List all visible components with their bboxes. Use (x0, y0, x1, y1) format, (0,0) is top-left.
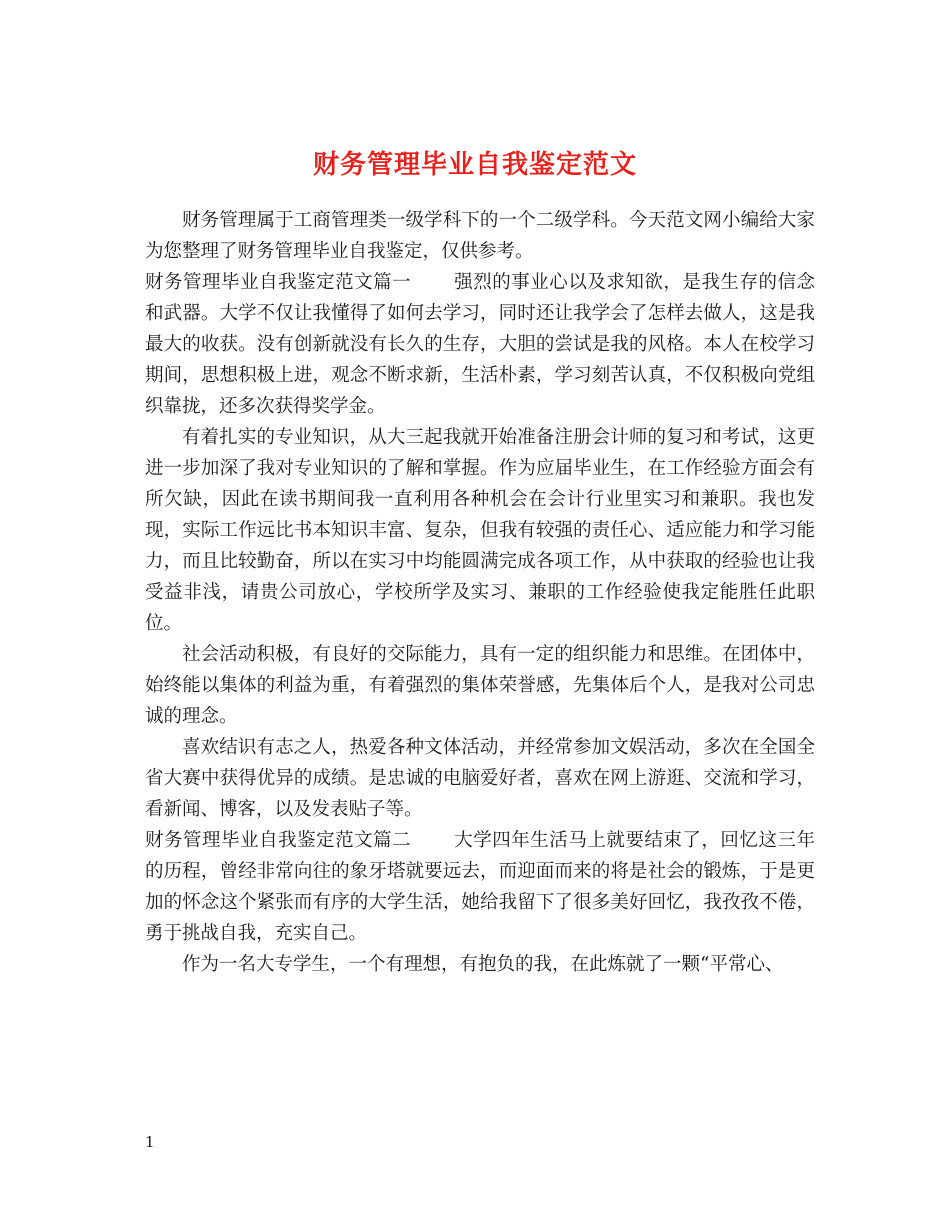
paragraph-intro (145, 205, 815, 267)
paragraph-section-2 (145, 825, 815, 949)
paragraph-text: 大学四年生活马上就要结束了，回忆这三年的历程，曾经非常向往的象牙塔就要远去，而迎面而来的将是社会的锻炼，于是更加的怀念这个紧张而有序的大学生活，她给我留下了很多美好回忆，我孜孜不倦，勇于挑战自我，充实自己。 (145, 830, 815, 944)
paragraph-text: 财务管理属于工商管理类一级学科下的一个二级学科。今天范文网小编给大家为您整理了财务管理毕业自我鉴定，仅供参考。 (145, 210, 815, 262)
paragraph-text: 强烈的事业心以及求知欲，是我生存的信念和武器。大学不仅让我懂得了如何去学习，同时还让我学会了怎样去做人，这是我最大的收获。没有创新就没有长久的生存，大胆的尝试是我的风格。本人在校学习期间，思想积极上进，观念不断求新，生活朴素，学习刻苦认真，不仅积极向党组织靠拢，还多次获得奖学金。 (145, 272, 815, 417)
section-heading: 财务管理毕业自我鉴定范文篇一 (145, 272, 412, 293)
paragraph-text: 有着扎实的专业知识，从大三起我就开始准备注册会计师的复习和考试，这更进一步加深了我对专业知识的了解和掌握。作为应届毕业生，在工作经验方面会有所欠缺，因此在读书期间我一直利用各种机会在会计行业里实习和兼职。我也发现，实际工作远比书本知识丰富、复杂，但我有较强的责任心、适应能力和学习能力，而且比较勤奋，所以在实习中均能圆满完成各项工作，从中获取的经验也让我受益非浅，请贵公司放心，学校所学及实习、兼职的工作经验使我定能胜任此职位。 (145, 427, 815, 634)
paragraph-social-activities (145, 639, 815, 732)
paragraph-college-student (145, 949, 815, 980)
document-title: 财务管理毕业自我鉴定范文 (312, 150, 637, 181)
page-number: 1 (145, 1133, 155, 1151)
paragraph-hobbies (145, 732, 815, 825)
paragraph-text: 作为一名大专学生，一个有理想，有抱负的我，在此炼就了一颗“平常心、 (182, 954, 784, 975)
document-body (145, 205, 815, 980)
section-heading: 财务管理毕业自我鉴定范文篇二 (145, 830, 412, 851)
paragraph-text: 喜欢结识有志之人，热爱各种文体活动，并经常参加文娱活动，多次在全国全省大赛中获得优异的成绩。是忠诚的电脑爱好者，喜欢在网上游逛、交流和学习，看新闻、博客，以及发表贴子等。 (145, 737, 815, 820)
paragraph-section-1 (145, 267, 815, 422)
paragraph-professional-knowledge (145, 422, 815, 639)
paragraph-text: 社会活动积极，有良好的交际能力，具有一定的组织能力和思维。在团体中，始终能以集体的利益为重，有着强烈的集体荣誉感，先集体后个人，是我对公司忠诚的理念。 (145, 644, 815, 727)
